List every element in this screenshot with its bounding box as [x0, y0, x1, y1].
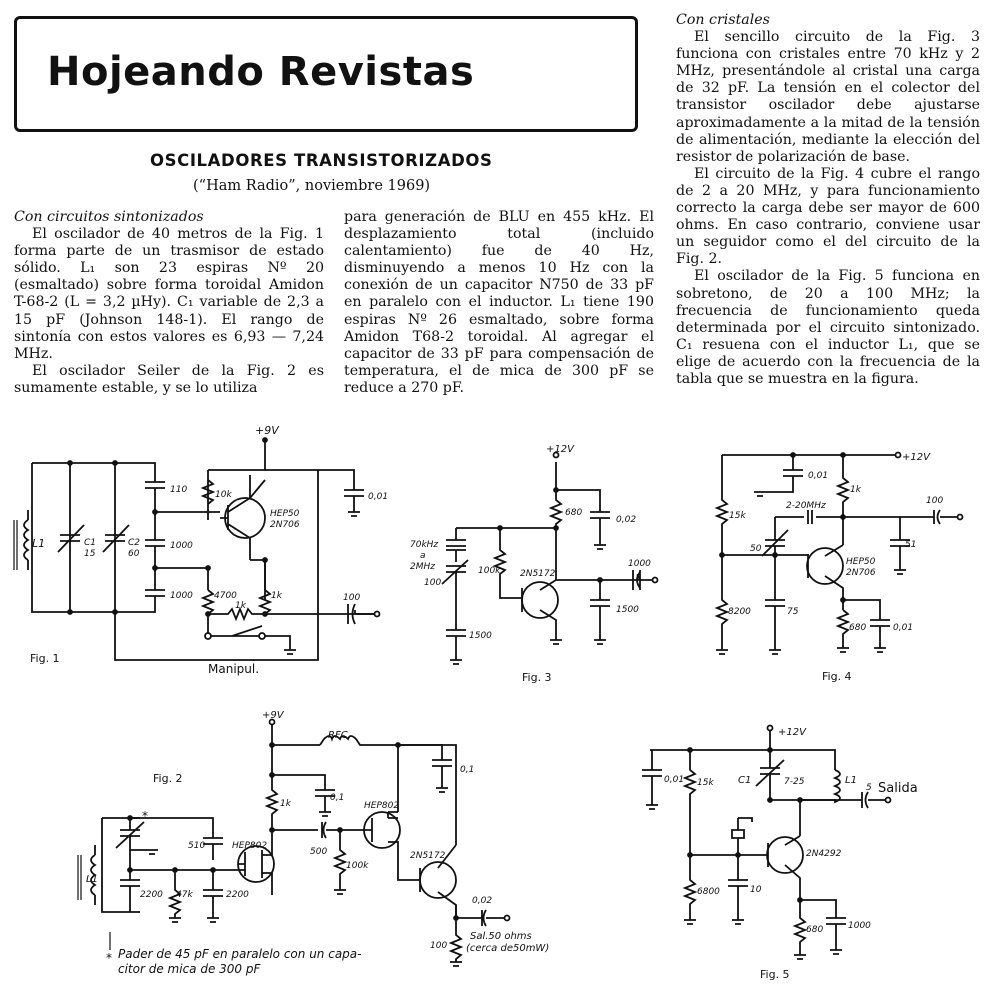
- fig5-q: 2N4292: [806, 849, 842, 859]
- fig4-c100: 100: [926, 496, 944, 506]
- paragraph: El sencillo circuito de la Fig. 3 funciona con cristales entre 70 kHz y 2 MHz, presentándole al cristal una carga de 32 pF. La tensión en el colector del transistor oscilador debe ajustarse aproximadamente a la mitad de la tensión de alimentación, mediante la elección del resistor de polarización de base.: [676, 29, 980, 165]
- fig2-note2: citor de mica de 300 pF: [118, 962, 261, 976]
- fig2-q3: 2N5172: [410, 851, 446, 861]
- fig2-c2200b: 2200: [226, 890, 249, 900]
- paragraph: El oscilador de la Fig. 5 funciona en sobretono, de 20 a 100 MHz; la frecuencia de funcionamiento queda determinada por el circuito sintonizado. C₁ resuena con el inductor L₁, que se elige de acuerdo con la frecuencia de la tabla que se muestra en la figura.: [676, 268, 980, 387]
- fig5-out: Salida: [878, 781, 918, 796]
- fig3-r680: 680: [565, 508, 583, 518]
- fig2-out1: Sal.50 ohms: [470, 931, 532, 942]
- figure-5-schematic: [642, 726, 918, 982]
- fig4-c001a: 0,01: [808, 471, 829, 481]
- fig1-r4700: 4700: [214, 591, 237, 601]
- fig5-r680: 680: [806, 925, 824, 935]
- page-title: Hojeando Revistas: [47, 49, 475, 95]
- fig4-c001b: 0,01: [893, 623, 914, 633]
- fig3-supply: +12V: [546, 444, 574, 455]
- fig2-r100k: 100k: [346, 861, 369, 871]
- fig5-supply: +12V: [778, 727, 806, 738]
- fig2-r1k: 1k: [280, 799, 291, 809]
- section-heading-crystals: Con cristales: [676, 12, 770, 28]
- fig5-c1000: 1000: [848, 921, 871, 931]
- fig1-c2v: 60: [128, 549, 140, 559]
- fig2-r47k: 47k: [176, 890, 193, 900]
- fig3-label: Fig. 3: [522, 671, 552, 684]
- fig1-c1: C1: [84, 538, 97, 548]
- fig2-q1: HEP802: [232, 841, 268, 851]
- fig2-supply: +9V: [262, 710, 284, 721]
- fig5-label: Fig. 5: [760, 968, 790, 981]
- fig2-c510: 510: [188, 841, 206, 851]
- fig4-q2: 2N706: [846, 568, 876, 578]
- fig3-c1000: 1000: [628, 559, 651, 569]
- fig4-c51: 51: [905, 540, 917, 550]
- fig1-r1kb: 1k: [235, 601, 246, 611]
- fig1-r10k: 10k: [215, 490, 232, 500]
- fig3-q: 2N5172: [520, 569, 556, 579]
- fig5-l1: L1: [845, 775, 857, 786]
- fig4-xtal: 2-20MHz: [786, 501, 826, 511]
- fig2-c01a: 0,1: [460, 765, 475, 775]
- fig1-key: Manipul.: [208, 662, 260, 676]
- fig1-supply: +9V: [255, 424, 279, 437]
- fig2-c500: 500: [310, 847, 328, 857]
- article-heading: OSCILADORES TRANSISTORIZADOS: [150, 151, 493, 170]
- fig2-note-star: *: [106, 951, 112, 965]
- fig1-c100: 100: [343, 593, 361, 603]
- fig5-c5: 5: [866, 783, 872, 793]
- paragraph: El circuito de la Fig. 4 cubre el rango de 2 a 20 MHz, y para funcionamiento correcto la carga debe ser mayor de 600 ohms. En caso contrario, conviene usar un seguidor como el del circuito de la Fig. 2.: [676, 165, 980, 268]
- fig2-c2200a: 2200: [140, 890, 163, 900]
- fig3-r100k: 100k: [478, 566, 501, 576]
- fig2-note1: Pader de 45 pF en paralelo con un capa-: [118, 947, 362, 961]
- fig4-r1k: 1k: [850, 485, 861, 495]
- fig4-supply: +12V: [902, 452, 930, 463]
- fig3-c100: 100: [424, 578, 442, 588]
- fig3-c1500a: 1500: [469, 631, 492, 641]
- figure-2-schematic: [78, 710, 549, 976]
- fig5-r6800: 6800: [697, 887, 720, 897]
- figure-3-schematic: [410, 444, 658, 684]
- fig3-c1500b: 1500: [616, 605, 639, 615]
- figure-1-schematic: [14, 424, 388, 676]
- fig2-l1: L1: [86, 874, 98, 885]
- fig3-c002: 0,02: [616, 515, 637, 525]
- fig1-tr2: 2N706: [270, 520, 300, 530]
- fig2-out2: (cerca de50mW): [466, 943, 550, 954]
- fig2-r100: 100: [430, 941, 448, 951]
- fig1-c001: 0,01: [368, 492, 389, 502]
- fig4-r8200: 8200: [728, 607, 751, 617]
- fig5-c10: 10: [750, 885, 762, 895]
- fig1-c110: 110: [170, 485, 188, 495]
- fig1-tr1: HEP50: [270, 509, 300, 519]
- fig4-c75: 75: [787, 607, 799, 617]
- fig1-c2: C2: [128, 538, 141, 548]
- fig1-label: Fig. 1: [30, 652, 60, 665]
- fig1-l1: L1: [32, 537, 46, 550]
- fig1-c1v: 15: [84, 549, 96, 559]
- paragraph: El oscilador de 40 metros de la Fig. 1 forma parte de un trasmisor de estado sólido. L₁ son 23 espiras Nº 20 (esmaltado) sobre forma toroidal Amidon T-68-2 (L = 3,2 µHy). C₁ variable de 2,3 a 15 pF (Johnson 148-1). El rango de sintonía con estos valores es 6,93 — 7,24 MHz.: [14, 226, 324, 362]
- fig3-xtal2: a: [420, 551, 426, 561]
- fig5-c1: C1: [738, 775, 752, 786]
- fig2-star: *: [142, 809, 148, 823]
- fig2-c01b: 0,1: [330, 793, 345, 803]
- fig1-c1000: 1000: [170, 541, 193, 551]
- fig4-label: Fig. 4: [822, 670, 852, 683]
- fig5-r15k: 15k: [697, 778, 714, 788]
- fig3-xtal1: 70kHz: [410, 540, 439, 550]
- paragraph: para generación de BLU en 455 kHz. El desplazamiento total (incluido calentamiento) fue de 40 Hz, disminuyendo a menos 10 Hz con la conexión de un capacitor N750 de 33 pF en paralelo con el inductor. L₁ tiene 190 espiras Nº 26 esmaltado, sobre forma Amidon T68-2 toroidal. Al agregar el capacitor de 33 pF para compensación de temperatura, el de mica de 300 pF se reduce a 270 pF.: [344, 209, 654, 396]
- fig2-q2: HEP802: [364, 801, 400, 811]
- fig4-r680: 680: [849, 623, 867, 633]
- fig4-c50: 50: [750, 544, 762, 554]
- fig2-c002: 0,02: [472, 896, 493, 906]
- fig4-r15k: 15k: [729, 511, 746, 521]
- section-heading-tuned: Con circuitos sintonizados: [14, 209, 204, 225]
- figure-4-schematic: [716, 452, 963, 683]
- fig2-label: Fig. 2: [153, 772, 183, 785]
- fig5-c001: 0,01: [664, 775, 685, 785]
- fig1-r1ka: 1k: [271, 591, 282, 601]
- fig2-rfc: RFC: [328, 730, 348, 741]
- fig5-c1v: 7-25: [784, 777, 805, 787]
- paragraph: El oscilador Seiler de la Fig. 2 es sumamente estable, y se lo utiliza: [14, 362, 324, 396]
- article-source: (“Ham Radio”, noviembre 1969): [193, 178, 431, 194]
- fig1-c1000b: 1000: [170, 591, 193, 601]
- fig4-q1: HEP50: [846, 557, 876, 567]
- fig3-xtal3: 2MHz: [410, 562, 435, 572]
